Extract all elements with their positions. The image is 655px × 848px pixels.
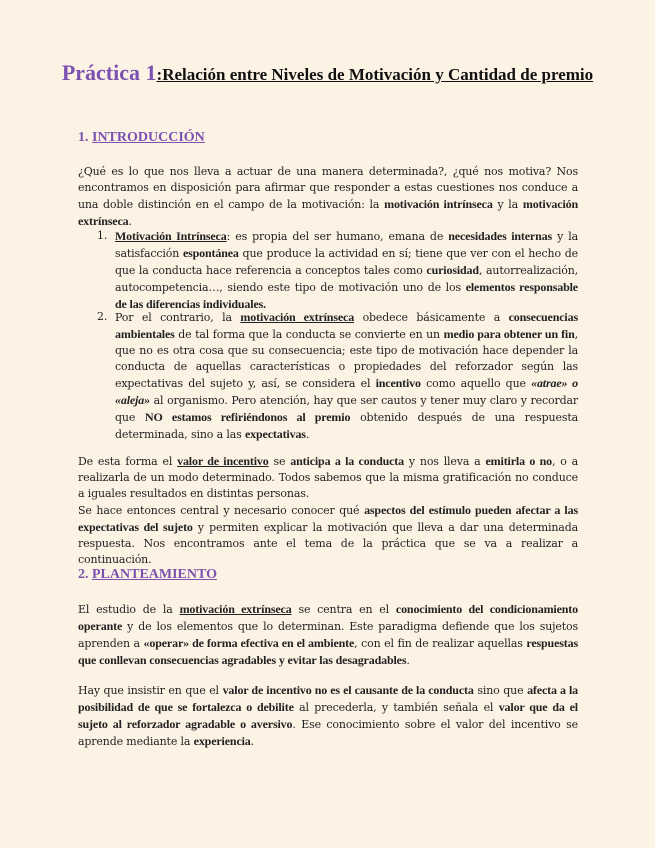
bold-underline-text: motivación extrínseca xyxy=(179,602,292,616)
intro-paragraph xyxy=(78,164,578,230)
section-number: 1. xyxy=(78,130,92,145)
bold-text: incentivo xyxy=(375,376,421,390)
text: , con el fin de realizar aquellas xyxy=(354,637,527,650)
section-heading-introduccion xyxy=(78,130,205,146)
list-number: 2. xyxy=(97,310,108,323)
title-main: Relación entre Niveles de Motivación y Cantidad de premio xyxy=(162,65,594,84)
text: obtenido después de una respuesta determinada, sino a las xyxy=(115,411,578,441)
bold-text: expectativas xyxy=(244,427,306,441)
bold-text: «operar» de forma efectiva en el ambiente xyxy=(143,636,355,650)
body-paragraph xyxy=(78,453,578,568)
bold-underline-text: motivación extrínseca xyxy=(240,310,355,324)
text: de tal forma que la conducta se convierte en un xyxy=(174,328,444,341)
text: ¿Qué es lo que nos lleva a actuar de una manera determinada?, ¿qué nos motiva? Nos encontramos en disposición para afirmar que responder a estas cuestiones nos conduce a una doble distinción en el campo de la motivación: la xyxy=(78,165,578,211)
text: : es propia del ser humano, emana de xyxy=(226,230,449,243)
body-paragraph xyxy=(78,682,578,750)
text: y la satisfacción xyxy=(115,230,578,260)
text: El estudio de la xyxy=(78,603,180,616)
text: sino que xyxy=(473,684,528,697)
bold-text: motivación intrínseca xyxy=(384,197,493,211)
bold-text: emitirla o no xyxy=(485,454,552,468)
bold-underline-text: valor de incentivo xyxy=(177,454,269,468)
list-item xyxy=(97,228,578,313)
page-title xyxy=(60,60,595,87)
section-title: INTRODUCCIÓN xyxy=(92,130,205,145)
text: De esta forma el xyxy=(78,455,178,468)
bold-text: valor de incentivo no es el causante de la conducta xyxy=(222,683,474,697)
bold-text: afecta a la posibilidad de que se fortalezca o debilite xyxy=(78,683,578,714)
text: al organismo. Pero atención, hay que ser cautos y tener muy claro y recordar que xyxy=(115,394,578,424)
title-separator: : xyxy=(156,65,163,84)
text: , autorrealización, autocompetencia…, siendo este tipo de motivación uno de los xyxy=(115,264,578,294)
text: . xyxy=(128,215,132,228)
bold-text: anticipa a la conducta xyxy=(290,454,405,468)
bold-text: respuestas que conllevan consecuencias agradables y evitar las desagradables xyxy=(78,636,578,667)
text: al precederla, y también señala el xyxy=(293,701,499,714)
list-number: 1. xyxy=(97,229,108,242)
text: que produce la actividad en sí; tiene que ver con el hecho de que la conducta hace referencia a conceptos tales como xyxy=(115,247,578,277)
text: . xyxy=(305,428,310,441)
text: . Ese conocimiento sobre el valor del incentivo se aprende mediante la xyxy=(78,718,578,748)
bold-text: aspectos del estímulo pueden afectar a las expectativas del sujeto xyxy=(78,503,578,534)
text: Hay que insistir en que el xyxy=(78,684,223,697)
bold-text: curiosidad xyxy=(426,263,479,277)
bold-text: conocimiento del condicionamiento operante xyxy=(78,602,578,633)
bold-text: elementos responsable de las diferencias individuales. xyxy=(115,280,578,311)
section-number: 2. xyxy=(78,567,92,582)
bold-text: espontánea xyxy=(182,246,239,260)
text: obedece básicamente a xyxy=(354,311,509,324)
bold-underline-text: Motivación Intrínseca xyxy=(115,229,227,243)
bold-text: consecuencias ambientales xyxy=(115,310,578,341)
bold-text: motivación extrínseca xyxy=(78,197,579,228)
text: . xyxy=(250,735,255,748)
text: se centra en el xyxy=(291,603,396,616)
text: se xyxy=(268,455,291,468)
body-paragraph xyxy=(78,601,578,669)
bold-text: NO estamos refiriéndonos al premio xyxy=(144,410,351,424)
bold-italic-text: «atrae» o «aleja» xyxy=(115,376,578,407)
bold-text: medio para obtener un fin xyxy=(443,327,575,341)
bold-text: necesidades internas xyxy=(448,229,552,243)
section-heading-planteamiento xyxy=(78,567,217,583)
text: Por el contrario, la xyxy=(115,311,241,324)
text: y nos lleva a xyxy=(404,455,486,468)
text: , que no es otra cosa que su consecuencia; este tipo de motivación hace depender la conducta de aquellas características o propiedades del reforzador según las expectativas del sujeto y, así, se considera el xyxy=(115,328,578,390)
bold-text: experiencia xyxy=(193,734,251,748)
text: , o a realizarla de un modo determinado. Todos sabemos que la misma gratificación no conduce a iguales resultados en distintas personas. xyxy=(78,455,579,500)
text: y la xyxy=(492,198,523,211)
text: y de los elementos que lo determinan. Este paradigma defiende que los sujetos aprenden a xyxy=(78,620,578,650)
section-title: PLANTEAMIENTO xyxy=(92,567,217,582)
text: Se hace entonces central y necesario conocer qué xyxy=(78,504,365,517)
text: como aquello que xyxy=(420,377,532,390)
bold-text: valor que da el sujeto al reforzador agradable o aversivo xyxy=(78,700,578,731)
list-item xyxy=(97,309,578,443)
title-prefix: Práctica 1 xyxy=(61,60,157,85)
text: y permiten explicar la motivación que lleva a dar una determinada respuesta. Nos encontramos ante el tema de la práctica que se va a realizar a continuación. xyxy=(78,521,578,566)
text: . xyxy=(406,654,410,667)
